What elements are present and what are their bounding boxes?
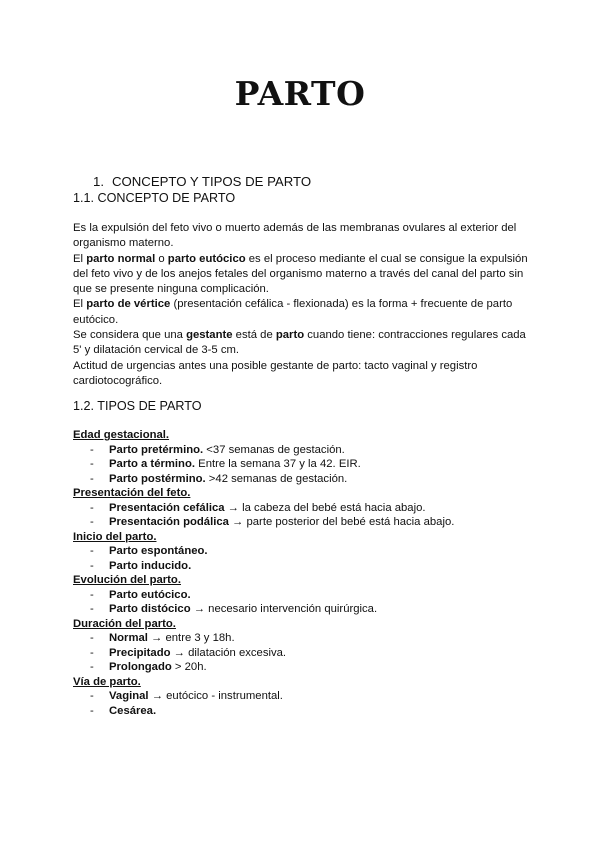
- item-term: Cesárea.: [109, 704, 157, 717]
- item-term: Prolongado: [109, 661, 172, 673]
- list-item: [73, 588, 533, 603]
- text: cuando tiene: contracciones regulares cada 5' y dilatación cervical de 3-5 cm.: [73, 329, 526, 357]
- dash-bullet: -: [90, 690, 94, 702]
- text: está de: [232, 329, 276, 342]
- list-item: [73, 559, 533, 574]
- group-label: Evolución del parto.: [73, 574, 181, 586]
- dash-bullet: -: [90, 545, 94, 557]
- list-item: [73, 704, 533, 719]
- text: Se considera que una: [73, 329, 187, 342]
- dash-bullet: -: [90, 516, 94, 528]
- group-gestational-age: [73, 428, 533, 486]
- item-term: Parto eutócico.: [109, 588, 191, 601]
- concept-paragraph-3: [73, 297, 528, 328]
- item-term: Presentación cefálica: [109, 501, 225, 514]
- item-term: Parto espontáneo.: [109, 545, 208, 557]
- group-fetal-presentation: [73, 486, 533, 530]
- dash-bullet: -: [90, 704, 94, 717]
- group-labor-duration: [73, 617, 533, 675]
- bold-term: gestante: [186, 329, 233, 342]
- group-label: Presentación del feto.: [73, 487, 191, 499]
- list-item: [73, 544, 533, 559]
- dash-bullet: -: [90, 646, 94, 659]
- item-text: Entre la semana 37 y la 42. EIR.: [195, 458, 361, 470]
- group-label: Duración del parto.: [73, 617, 176, 630]
- concept-paragraph-1: Es la expulsión del feto vivo o muerto además de las membranas ovulares al exterior del organismo materno.: [73, 222, 517, 250]
- list-item: [73, 602, 533, 617]
- list-item: [73, 515, 533, 530]
- concept-paragraph-5: Actitud de urgencias antes una posible gestante de parto: tacto vaginal y registro cardiotocográfico.: [73, 359, 478, 387]
- dash-bullet: -: [90, 661, 94, 673]
- item-text: → la cabeza del bebé está hacia abajo.: [224, 501, 426, 514]
- dash-bullet: -: [90, 632, 94, 644]
- section-1-1-heading: 1.1. CONCEPTO DE PARTO: [73, 191, 236, 205]
- list-item: [73, 660, 533, 675]
- list-item: [73, 472, 533, 487]
- item-text: → dilatación excesiva.: [170, 646, 287, 659]
- item-term: Presentación podálica: [109, 516, 229, 528]
- section-1-number: 1.: [93, 174, 104, 189]
- list-item: [73, 646, 533, 661]
- item-term: Vaginal: [109, 690, 149, 702]
- section-1-2-heading: 1.2. TIPOS DE PARTO: [73, 399, 202, 413]
- item-text: → necesario intervención quirúrgica.: [190, 603, 378, 615]
- bold-term: parto normal: [86, 252, 156, 265]
- concept-paragraph-4: [73, 328, 528, 359]
- text: (presentación cefálica - flexionada) es la forma + frecuente de parto eutócico.: [73, 298, 513, 326]
- group-label: Edad gestacional.: [73, 429, 170, 441]
- item-text: → eutócico - instrumental.: [148, 690, 283, 702]
- list-item: [73, 457, 533, 472]
- list-item: [73, 501, 533, 516]
- group-label: Vía de parto.: [73, 675, 141, 688]
- bold-term: parto eutócico: [167, 252, 246, 265]
- dash-bullet: -: [90, 501, 94, 514]
- text: El: [73, 252, 87, 265]
- item-term: Parto pretérmino.: [109, 443, 204, 456]
- section-1-title: CONCEPTO Y TIPOS DE PARTO: [112, 174, 312, 189]
- item-term: Parto postérmino.: [109, 472, 206, 485]
- text: El: [73, 298, 87, 311]
- item-text: → entre 3 y 18h.: [147, 632, 235, 644]
- item-term: Precipitado: [109, 646, 171, 659]
- bold-term: parto de vértice: [86, 298, 171, 311]
- dash-bullet: -: [90, 603, 94, 615]
- text: o: [155, 252, 168, 265]
- group-labor-onset: [73, 530, 533, 574]
- concept-body: [73, 221, 528, 389]
- types-list: [73, 428, 533, 718]
- group-delivery-route: [73, 675, 533, 719]
- concept-paragraph-2: [73, 252, 528, 298]
- list-item: [73, 631, 533, 646]
- section-1-heading: [93, 174, 311, 189]
- item-text: > 20h.: [171, 661, 207, 673]
- item-term: Parto inducido.: [109, 559, 192, 572]
- dash-bullet: -: [90, 443, 94, 456]
- dash-bullet: -: [90, 458, 94, 470]
- list-item: [73, 443, 533, 458]
- item-text: <37 semanas de gestación.: [203, 443, 345, 456]
- item-term: Parto distócico: [109, 603, 191, 615]
- text: es el proceso mediante el cual se consigue la expulsión del feto vivo y de los anejos fetales del organismo materno a través del canal del parto sin que se presente ninguna complicación.: [73, 252, 528, 296]
- dash-bullet: -: [90, 472, 94, 485]
- group-labor-evolution: [73, 573, 533, 617]
- group-label: Inicio del parto.: [73, 530, 157, 543]
- list-item: [73, 689, 533, 704]
- document-title: PARTO: [234, 74, 366, 113]
- dash-bullet: -: [90, 559, 94, 572]
- item-text: → parte posterior del bebé está hacia abajo.: [228, 516, 455, 528]
- item-term: Parto a término.: [109, 458, 196, 470]
- item-text: >42 semanas de gestación.: [205, 472, 348, 485]
- bold-term: parto: [275, 329, 305, 342]
- item-term: Normal: [109, 632, 148, 644]
- dash-bullet: -: [90, 588, 94, 601]
